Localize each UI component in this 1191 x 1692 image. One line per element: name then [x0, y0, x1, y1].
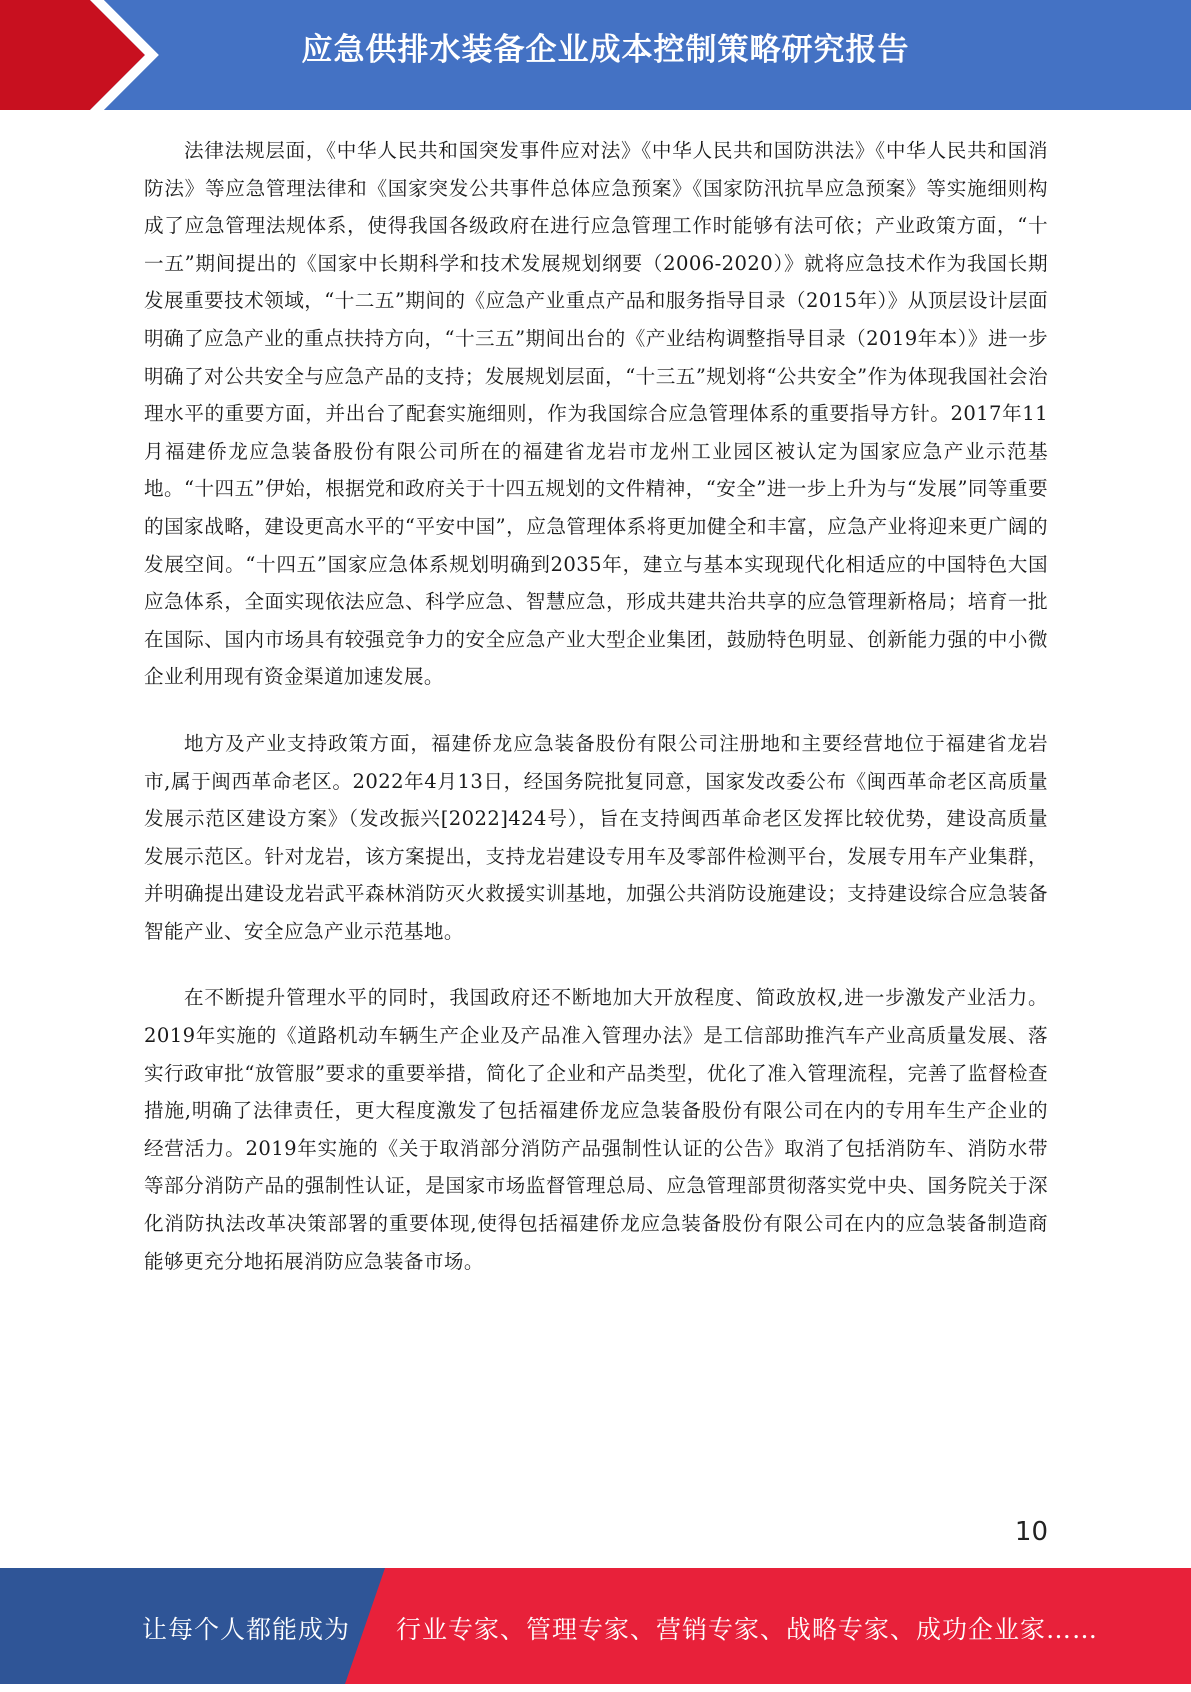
paragraph-legal-policy: 法律法规层面，《中华人民共和国突发事件应对法》《中华人民共和国防洪法》《中华人民共和国消防法》等应急管理法律和《国家突发公共事件总体应急预案》《国家防汛抗旱应急预案》等实施细则构成了应急管理法规体系，使得我国各级政府在进行应急管理工作时能够有法可依；产业政策方面，“十一五”期间提出的《国家中长期科学和技术发展规划纲要（2006-2020）》就将应急技术作为我国长期发展重要技术领域，“十二五”期间的《应急产业重点产品和服务指导目录（2015年）》从顶层设计层面明确了应急产业的重点扶持方向，“十三五”期间出台的《产业结构调整指导目录（2019年本）》进一步明确了对公共安全与应急产品的支持；发展规划层面，“十三五”规划将“公共安全”作为体现我国社会治理水平的重要方面，并出台了配套实施细则，作为我国综合应急管理体系的重要指导方针。2017年11月福建侨龙应急装备股份有限公司所在的福建省龙岩市龙州工业园区被认定为国家应急产业示范基地。“十四五”伊始，根据党和政府关于十四五规划的文件精神，“安全”进一步上升为与“发展”同等重要的国家战略，建设更高水平的“平安中国”，应急管理体系将更加健全和丰富，应急产业将迎来更广阔的发展空间。“十四五”国家应急体系规划明确到2035年，建立与基本实现现代化相适应的中国特色大国应急体系，全面实现依法应急、科学应急、智慧应急，形成共建共治共享的应急管理新格局；培育一批在国际、国内市场具有较强竞争力的安全应急产业大型企业集团，鼓励特色明显、创新能力强的中小微企业利用现有资金渠道加速发展。	[144, 139, 1048, 689]
header-band	[0, 0, 1191, 110]
footer-slogan-left: 让每个人都能成为	[142, 1615, 351, 1644]
paragraph-deregulation: 在不断提升管理水平的同时，我国政府还不断地加大开放程度、简政放权,进一步激发产业活力。2019年实施的《道路机动车辆生产企业及产品准入管理办法》是工信部助推汽车产业高质量发展、落实行政审批“放管服”要求的重要举措，简化了企业和产品类型，优化了准入管理流程，完善了监督检查措施,明确了法律责任，更大程度激发了包括福建侨龙应急装备股份有限公司在内的专用车生产企业的经营活力。2019年实施的《关于取消部分消防产品强制性认证的公告》取消了包括消防车、消防水带等部分消防产品的强制性认证，是国家市场监督管理总局、应急管理部贯彻落实党中央、国务院关于深化消防执法改革决策部署的重要体现,使得包括福建侨龙应急装备股份有限公司在内的应急装备制造商能够更充分地拓展消防应急装备市场。	[144, 986, 1048, 1273]
paragraph-local-policy: 地方及产业支持政策方面，福建侨龙应急装备股份有限公司注册地和主要经营地位于福建省龙岩市,属于闽西革命老区。2022年4月13日，经国务院批复同意，国家发改委公布《闽西革命老区高质量发展示范区建设方案》（发改振兴[2022]424号），旨在支持闽西革命老区发挥比较优势，建设高质量发展示范区。针对龙岩，该方案提出，支持龙岩建设专用车及零部件检测平台，发展专用车产业集群，并明确提出建设龙岩武平森林消防灭火救援实训基地，加强公共消防设施建设；支持建设综合应急装备智能产业、安全应急产业示范基地。	[144, 731, 1048, 943]
page-number: 10	[1014, 1517, 1048, 1547]
footer-slogan-right: 行业专家、管理专家、营销专家、战略专家、成功企业家……	[396, 1615, 1099, 1644]
document-body	[144, 132, 1048, 1309]
report-title: 应急供排水装备企业成本控制策略研究报告	[301, 32, 910, 68]
footer-band	[0, 1568, 1191, 1684]
